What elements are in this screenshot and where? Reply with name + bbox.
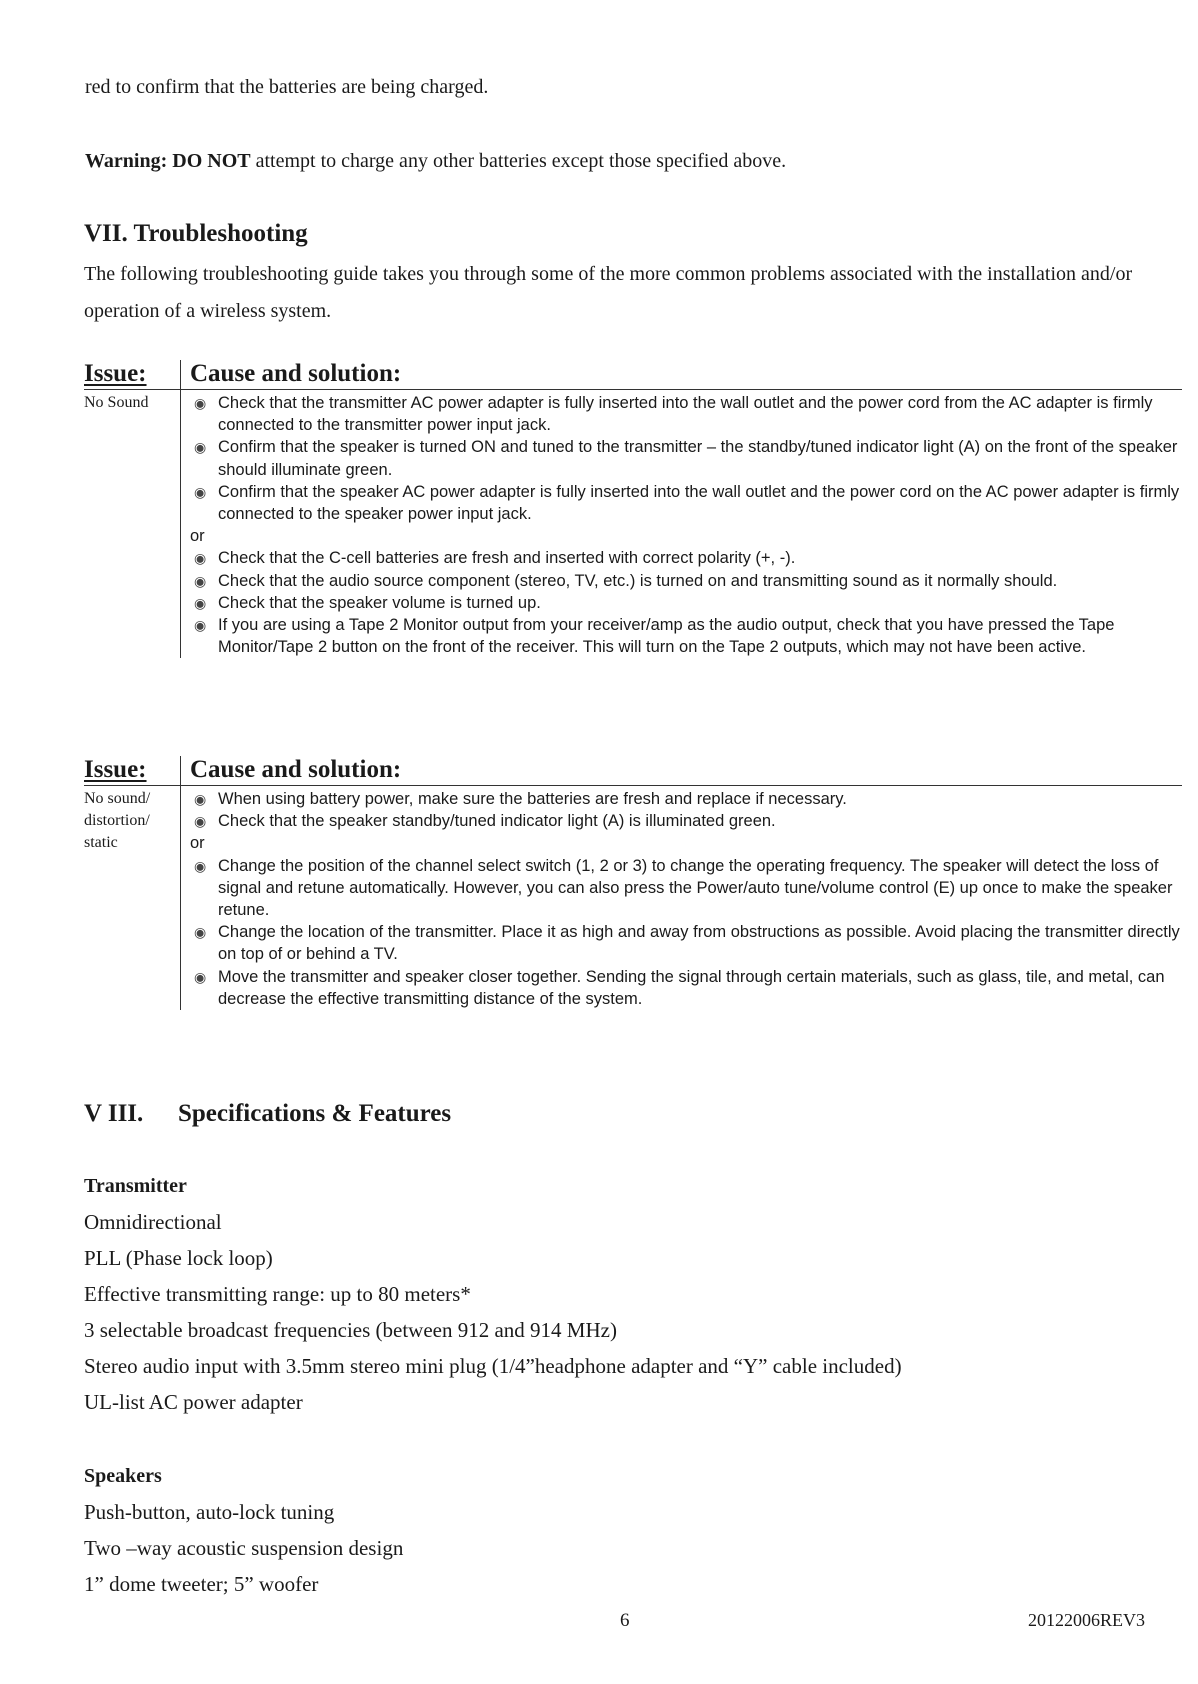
solution-list — [190, 390, 1182, 658]
section-8-heading: Specifications & Features — [178, 1100, 452, 1127]
solution-item — [190, 788, 1182, 810]
bullet-icon: ◉ — [194, 550, 207, 567]
solution-text: Check that the C-cell batteries are fresh and inserted with correct polarity (+, -). — [218, 549, 796, 568]
solution-text: Check that the speaker volume is turned up. — [218, 593, 541, 612]
bullet-icon: ◉ — [194, 483, 207, 500]
column-divider — [180, 786, 181, 1010]
section-7-paragraph: The following troubleshooting guide takes you through some of the more common problems associated with the installation and/or operation of a wireless system. — [84, 263, 1133, 322]
spec-item: 3 selectable broadcast frequencies (between 912 and 914 MHz) — [84, 1318, 617, 1342]
solution-item — [190, 436, 1182, 480]
bullet-icon: ◉ — [194, 924, 207, 941]
transmitter-title: Transmitter — [84, 1175, 187, 1197]
issue-label: Issue: — [84, 756, 147, 783]
or-separator: or — [190, 834, 205, 853]
cause-label: Cause and solution: — [190, 756, 402, 783]
warning-line — [85, 150, 786, 173]
section-8-number: V III. — [84, 1100, 144, 1127]
issue-table-body — [84, 786, 1182, 1010]
section-8-title — [84, 1100, 451, 1128]
solution-item — [190, 810, 1182, 832]
warning-text: attempt to charge any other batteries except those specified above. — [255, 150, 787, 172]
column-divider — [180, 756, 181, 786]
solution-text: Change the location of the transmitter. Place it as high and away from obstructions as possible. Avoid placing the transmitter directly on top of or behind a TV. — [218, 923, 1180, 964]
solution-item — [190, 392, 1182, 436]
spec-item: Omnidirectional — [84, 1210, 222, 1234]
issue-label: Issue: — [84, 360, 147, 387]
bullet-icon: ◉ — [194, 594, 207, 611]
issue-table-body — [84, 390, 1182, 658]
solution-item — [190, 592, 1182, 614]
issue-table-header — [84, 356, 1182, 390]
issue-name: No Sound — [84, 394, 149, 411]
bullet-icon: ◉ — [194, 617, 207, 634]
spec-item: Effective transmitting range: up to 80 meters* — [84, 1282, 471, 1306]
solution-item — [190, 921, 1182, 965]
solution-text: Confirm that the speaker AC power adapter is fully inserted into the wall outlet and the power cord on the AC power adapter is firmly connected to the speaker power input jack. — [218, 482, 1180, 524]
solution-text: Confirm that the speaker is turned ON and tuned to the transmitter – the standby/tuned indicator light (A) on the front of the speaker should illuminate green. — [218, 438, 1178, 479]
solution-text: If you are using a Tape 2 Monitor output from your receiver/amp as the audio output, check that you have pressed the Tape Monitor/Tape 2 button on the front of the receiver. This will turn on the Tape 2 outputs, which may not have been active. — [218, 616, 1115, 657]
column-divider — [180, 360, 181, 390]
solution-text: Check that the audio source component (stereo, TV, etc.) is turned on and transmitting sound as it normally should. — [218, 571, 1058, 590]
spec-item: Push-button, auto-lock tuning — [84, 1500, 335, 1524]
solution-item — [190, 966, 1182, 1010]
spec-item: 1” dome tweeter; 5” woofer — [84, 1572, 319, 1596]
cause-label: Cause and solution: — [190, 360, 402, 387]
intro-line: red to confirm that the batteries are being charged. — [85, 76, 489, 98]
spec-item: UL-list AC power adapter — [84, 1390, 303, 1414]
speakers-title: Speakers — [84, 1465, 162, 1487]
solution-item — [190, 614, 1182, 658]
speakers-spec-list — [84, 1494, 403, 1602]
bullet-icon: ◉ — [194, 968, 207, 985]
bullet-icon: ◉ — [194, 813, 207, 830]
bullet-icon: ◉ — [194, 857, 207, 874]
spec-item: Stereo audio input with 3.5mm stereo mini plug (1/4”headphone adapter and “Y” cable included) — [84, 1354, 902, 1378]
solution-text: Check that the speaker standby/tuned indicator light (A) is illuminated green. — [218, 812, 776, 831]
warning-label: Warning: — [85, 150, 168, 172]
transmitter-spec-list — [84, 1204, 902, 1420]
issue-table-1 — [84, 356, 1182, 658]
solution-item — [190, 547, 1182, 569]
bullet-icon: ◉ — [194, 572, 207, 589]
issue-table-header — [84, 752, 1182, 786]
column-divider — [180, 390, 181, 658]
issue-table-2 — [84, 752, 1182, 1010]
solution-list — [190, 786, 1182, 1010]
solution-text: When using battery power, make sure the batteries are fresh and replace if necessary. — [218, 790, 847, 808]
solution-text: Move the transmitter and speaker closer together. Sending the signal through certain materials, such as glass, tile, and metal, can decrease the effective transmitting distance of the system. — [218, 967, 1165, 1008]
solution-text: Check that the transmitter AC power adapter is fully inserted into the wall outlet and the power cord from the AC adapter is firmly connected to the transmitter power input jack. — [218, 394, 1153, 435]
solution-item — [190, 570, 1182, 592]
warning-emphasis: DO NOT — [172, 150, 251, 172]
spec-item: Two –way acoustic suspension design — [84, 1536, 404, 1560]
solution-item — [190, 855, 1182, 922]
document-code: 20122006REV3 — [1028, 1610, 1145, 1630]
bullet-icon: ◉ — [194, 395, 207, 411]
bullet-icon: ◉ — [194, 439, 207, 456]
solution-item — [190, 481, 1182, 525]
or-separator: or — [190, 527, 205, 546]
section-7-title: VII. Troubleshooting — [84, 220, 308, 247]
issue-name: No sound/ distortion/ static — [84, 790, 151, 851]
solution-text: Change the position of the channel select switch (1, 2 or 3) to change the operating frequency. The speaker will detect the loss of signal and retune automatically. However, you can also press the Power/auto tune/volume control (E) up once to make the speaker retune. — [218, 856, 1173, 920]
page-number: 6 — [620, 1610, 630, 1631]
bullet-icon: ◉ — [194, 791, 207, 807]
spec-item: PLL (Phase lock loop) — [84, 1246, 273, 1270]
